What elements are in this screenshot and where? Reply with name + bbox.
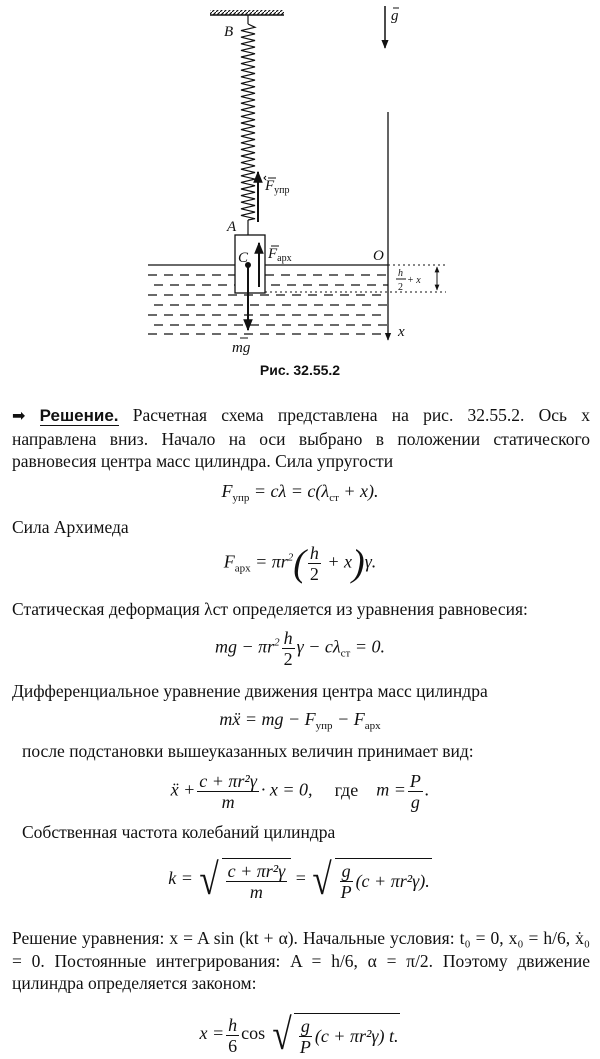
formula-equilibrium: mg − $\pi r^2$ $\frac{h}{2}$ $\gamma - c\lambda_{ст} = 0$. [214, 628, 386, 669]
formula-reduced: ẍ + $\frac{\text{c + πr²γ}}{m}$ · x = 0, где m = $\frac{P}{g}$ . [170, 771, 430, 812]
solution-heading: Решение. [39, 406, 119, 425]
label-x: x [398, 324, 405, 340]
formula-final-law: x = $\frac{h}{6}$ cos √ $\frac{g}{P}$ (c + πr²γ) t. [199, 1010, 399, 1059]
water [148, 265, 388, 334]
text-substitution: после подстановки вышеуказанных величин принимает вид: [22, 741, 474, 761]
solution-paragraph-1: ➡ Решение. Расчетная схема представлена на рис. 32.55.2. Ось x направлена вниз. Начало на оси выбрано в положении статического равновесия центра масс цилиндра. Сила упругости [12, 405, 591, 471]
label-f-arx: $F_{арх}$ [268, 246, 292, 264]
text-natural-frequency: Собственная частота колебаний цилиндра [22, 822, 336, 842]
formula-frequency: k = √ $\frac{\text{c + πr²γ}}{m}$ = √ $\frac{g}{P}$ (c + πr²γ). [168, 855, 430, 904]
label-b: B [224, 24, 234, 40]
figure-diagram [0, 0, 600, 360]
text-archimedes: Сила Архимеда [12, 517, 129, 537]
formula-elastic-force: $F_{упр} = c\lambda = c(\lambda_{ст} + x)$. [221, 481, 379, 504]
spring [241, 24, 255, 220]
formula-archimedes: $F_{арх} = \pi r^2$( $\frac{h}{2}$ + x)γ. [223, 542, 377, 585]
svg-text:h: h [398, 268, 403, 279]
svg-text:2: 2 [398, 282, 403, 293]
label-c: C [238, 250, 249, 266]
label-o: O [373, 248, 384, 264]
label-a: A [227, 219, 237, 235]
label-f-upr: $F_{упр}$ [265, 178, 290, 196]
figure-caption: Рис. 32.55.2 [259, 362, 341, 378]
label-mg: mg [232, 340, 251, 356]
svg-text:+ x: + x [407, 275, 421, 286]
ceiling-support [210, 10, 284, 15]
label-g: g [391, 8, 399, 24]
formula-motion: mẍ = mg − $F_{упр} - F_{арх}$ [219, 709, 381, 732]
text-diff-equation: Дифференциальное уравнение движения центра масс цилиндра [12, 681, 488, 701]
text-solution-law: Решение уравнения: x = A sin (kt + α). Начальные условия: t₀ = 0, x₀ = h/6, ẋ₀ = 0. Постоянные интегрирования: A = h/6, α = π/2. Поэтому движение цилиндра определяется законом: [12, 928, 590, 993]
arrow-marker-icon: ➡ [12, 406, 26, 425]
text-static-deformation: Статическая деформация λст определяется из уравнения равновесия: [12, 599, 528, 619]
